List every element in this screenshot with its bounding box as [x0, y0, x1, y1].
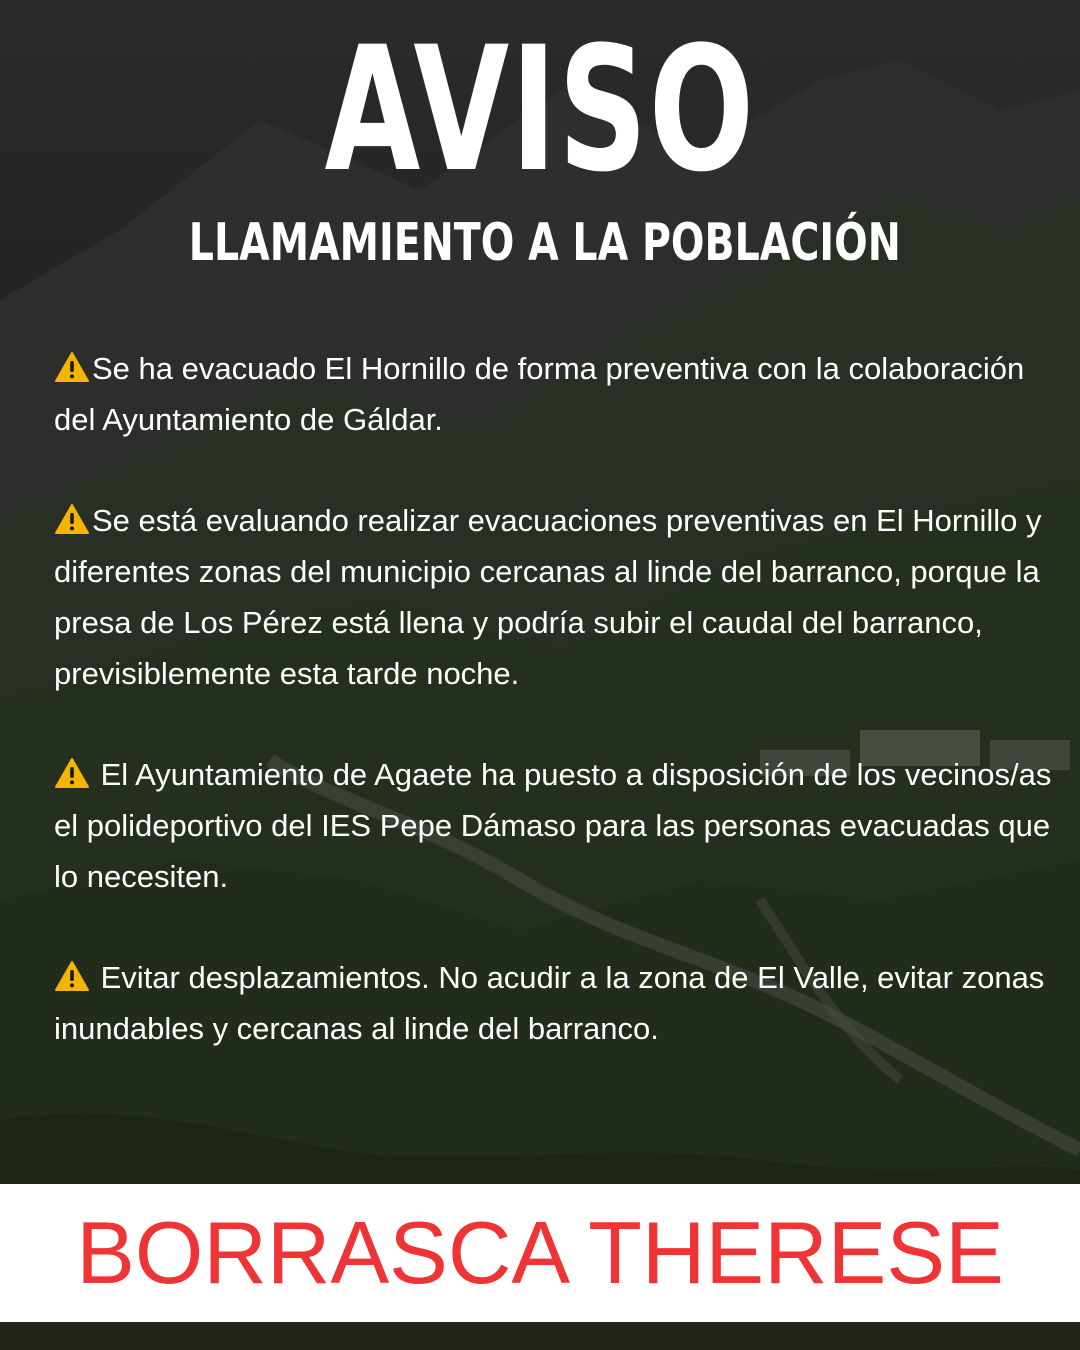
storm-name: BORRASCA THERESE	[76, 1203, 1004, 1302]
notice-text: El Ayuntamiento de Agaete ha puesto a disposición de los vecinos/as el polideportivo del IES Pepe Dámaso para las personas evacuadas que lo necesiten.	[54, 757, 1052, 894]
warning-icon	[54, 351, 90, 383]
notice-item	[54, 749, 1054, 902]
storm-name-banner	[0, 1184, 1080, 1322]
warning-icon	[54, 503, 90, 535]
page-subtitle: LLAMAMIENTO A LA POBLACIÓN	[188, 213, 901, 273]
warning-icon	[54, 960, 90, 992]
page-title: AVISO	[324, 9, 756, 210]
notice-item	[54, 495, 1054, 699]
notice-text: Evitar desplazamientos. No acudir a la zona de El Valle, evitar zonas inundables y cercanas al linde del barranco.	[54, 960, 1045, 1046]
notice-text: Se ha evacuado El Hornillo de forma preventiva con la colaboración del Ayuntamiento de Gáldar.	[54, 351, 1025, 437]
notice-item	[54, 343, 1054, 445]
notice-list	[54, 343, 1054, 1104]
warning-icon	[54, 757, 90, 789]
notice-text: Se está evaluando realizar evacuaciones preventivas en El Hornillo y diferentes zonas del municipio cercanas al linde del barranco, porque la presa de Los Pérez está llena y podría subir el caudal del barranco, previsiblemente esta tarde noche.	[54, 503, 1042, 691]
notice-item	[54, 952, 1054, 1054]
